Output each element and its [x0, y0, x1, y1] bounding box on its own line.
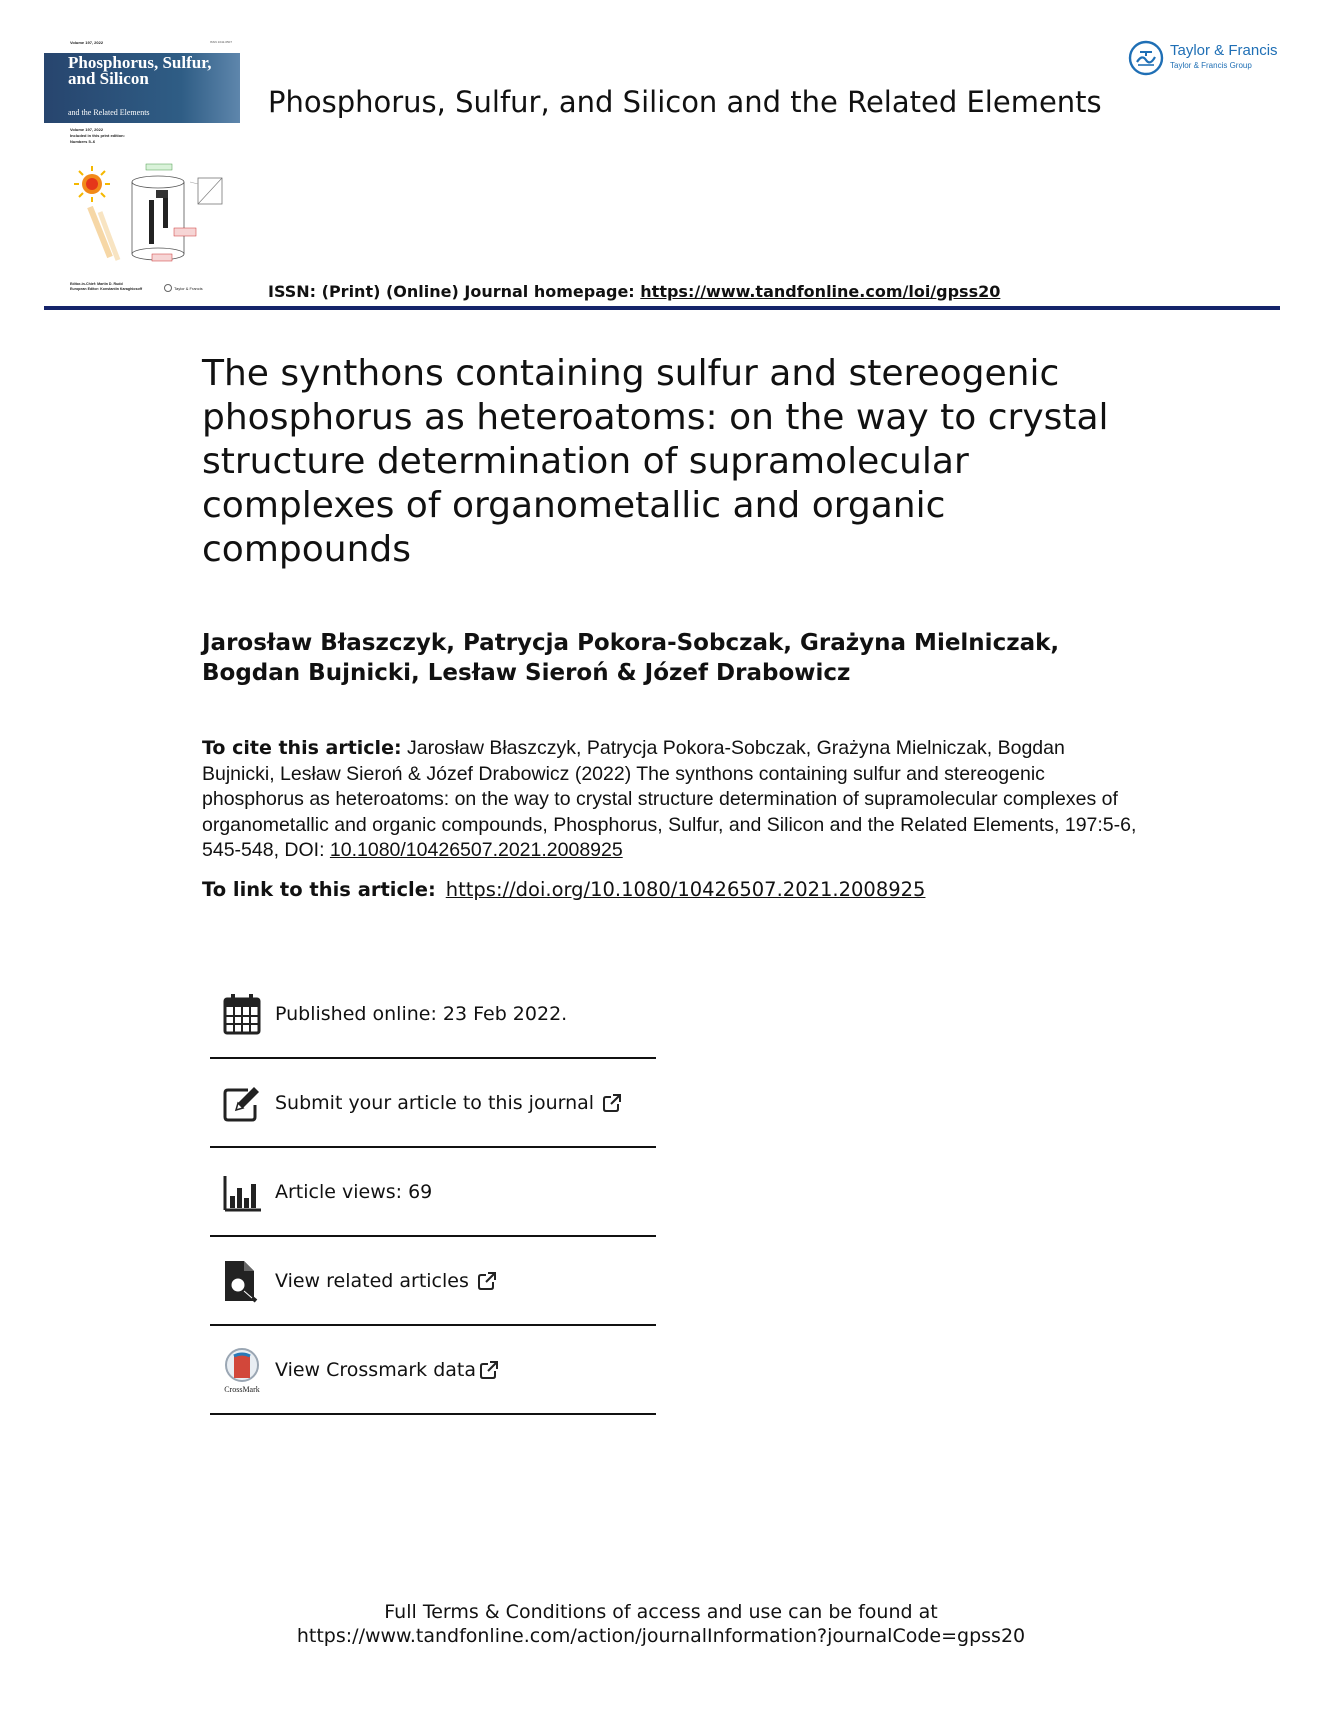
citation-label: To cite this article:	[202, 737, 402, 759]
cover-info-line: Included in this print edition:	[70, 133, 125, 138]
terms-footer	[0, 1600, 1322, 1648]
cover-illustration	[70, 162, 230, 272]
journal-title: Phosphorus, Sulfur, and Silicon and the Related Elements	[268, 85, 1102, 119]
cover-subtitle: and the Related Elements	[68, 108, 150, 117]
crossmark-label: CrossMark	[224, 1384, 260, 1394]
article-views-text: Article views: 69	[275, 1180, 433, 1203]
related-articles-item[interactable]	[210, 1237, 656, 1326]
cover-editor-line: Editor-in-Chief: Martin D. Rudd	[70, 282, 123, 286]
submit-article-link[interactable]	[275, 1092, 622, 1114]
terms-url[interactable]: https://www.tandfonline.com/action/journalInformation?journalCode=gpss20	[296, 1625, 1026, 1647]
bar-chart-icon	[222, 1170, 262, 1214]
header-divider	[44, 306, 1280, 310]
terms-text: Full Terms & Conditions of access and use can be found at	[384, 1601, 938, 1623]
citation-text: Jarosław Błaszczyk, Patrycja Pokora-Sobczak, Grażyna Mielniczak, Bogdan Bujnicki, Lesław Sieroń & Józef Drabowicz (2022) The synthons containing sulfur and stereogenic phosphorus as heteroatoms: on the way to crystal structure determination of supramolecular complexes of organometallic and organic compounds, Phosphorus, Sulfur, and Silicon and the Related Elements, 197:5-6, 545-548, DOI:	[202, 737, 1137, 861]
submit-article-label: Submit your article to this journal	[275, 1091, 595, 1114]
published-online-item	[210, 970, 656, 1059]
crossmark-item[interactable]	[210, 1326, 656, 1415]
issn-homepage-line	[268, 282, 1000, 301]
cover-issn: ISSN 1042-6507	[209, 40, 232, 44]
citation-block	[202, 736, 1142, 864]
cover-title-band	[44, 53, 240, 123]
cover-info-line: Numbers 5–6	[70, 139, 96, 144]
sun-graphic	[74, 166, 110, 202]
article-title: The synthons containing sulfur and stereogenic phosphorus as heteroatoms: on the way to crystal structure determination of supramolecular complexes of organometallic and organic compounds	[202, 353, 1109, 570]
crossmark-badge	[222, 1348, 262, 1382]
article-doi-link[interactable]: https://doi.org/10.1080/10426507.2021.2008925	[445, 878, 926, 901]
cover-volume: Volume 197, 2022	[70, 40, 104, 45]
submit-article-item[interactable]	[210, 1059, 656, 1148]
journal-cover-thumbnail	[44, 36, 240, 298]
cover-title: Phosphorus, Sulfur, and Silicon	[68, 53, 212, 88]
cover-info	[70, 127, 125, 145]
article-info-list	[210, 970, 656, 1415]
publisher-name: Taylor & Francis	[1170, 42, 1278, 59]
crossmark-text: View Crossmark data	[275, 1358, 477, 1381]
crossmark-icon	[222, 1348, 262, 1392]
cover-editor-line: European Editor: Konstantin Karaghiosoff	[70, 287, 143, 291]
search-document-icon	[222, 1259, 262, 1303]
citation-doi-link[interactable]: 10.1080/10426507.2021.2008925	[329, 839, 623, 861]
publisher-group: Taylor & Francis Group	[1170, 61, 1252, 70]
journal-homepage-link[interactable]: https://www.tandfonline.com/loi/gpss20	[640, 282, 1001, 301]
external-link-icon	[477, 1271, 497, 1291]
external-link-icon	[479, 1360, 499, 1380]
crossmark-link[interactable]	[275, 1359, 499, 1381]
cover-info-line: Volume 197, 2022	[70, 127, 104, 132]
article-link-row	[202, 878, 925, 901]
cover-editors	[70, 282, 142, 292]
cover-publisher-logo-icon	[164, 284, 172, 292]
edit-icon	[222, 1081, 262, 1125]
article-link-label: To link to this article:	[202, 878, 436, 901]
related-articles-link[interactable]	[275, 1270, 497, 1292]
cover-publisher: Taylor & Francis	[174, 286, 203, 291]
article-authors: Jarosław Błaszczyk, Patrycja Pokora-Sobczak, Grażyna Mielniczak, Bogdan Bujnicki, Lesław Sieroń & Józef Drabowicz	[202, 630, 1060, 686]
issn-label: ISSN: (Print) (Online) Journal homepage:	[268, 282, 641, 301]
article-views-item	[210, 1148, 656, 1237]
external-link-icon	[602, 1093, 622, 1113]
published-online-text: Published online: 23 Feb 2022.	[275, 1002, 568, 1025]
calendar-icon	[222, 992, 262, 1036]
publisher-logo[interactable]	[1128, 38, 1298, 78]
taylor-francis-logo-icon	[1128, 40, 1164, 76]
related-articles-label: View related articles	[275, 1269, 469, 1292]
